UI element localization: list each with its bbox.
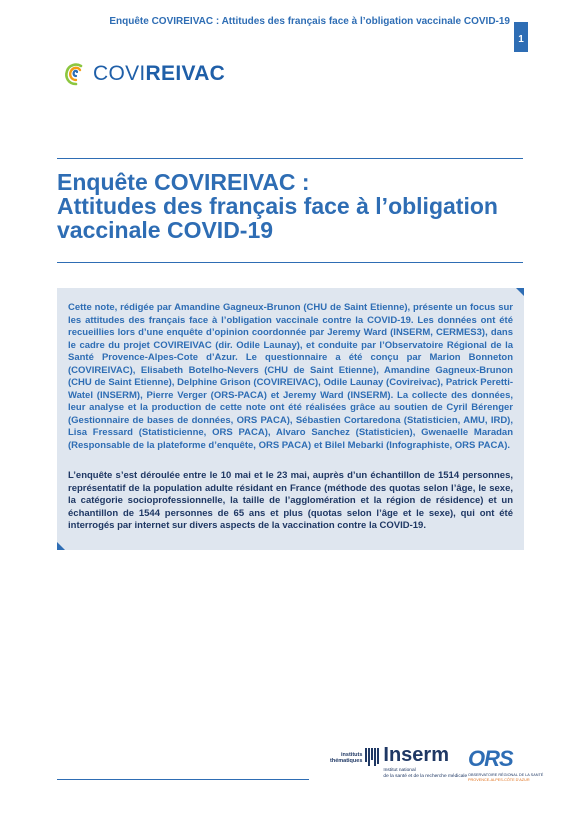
running-header: Enquête COVIREIVAC : Attitudes des français face à l’obligation vaccinale COVID-19 <box>109 16 510 27</box>
methodology-paragraph: L’enquête s’est déroulée entre le 10 mai et le 23 mai, auprès d’un échantillon de 1514 personnes, représentatif de la population adulte résidant en France (méthode des quotas selon l’âge, le sexe, la catégorie socioprofessionnelle, la taille de l’agglomération et la région de résidence) et un échantillon de 1544 personnes de 65 ans et plus (quotas selon l’âge et le sexe), qui ont été interrogés par internet sur divers aspects de la vaccination contre la COVID-19. <box>68 470 513 531</box>
credits-paragraph: Cette note, rédigée par Amandine Gagneux-Brunon (CHU de Saint Etienne), présente un focus sur les attitudes des français face à l’obligation vaccinale contre la COVID-19. Les données ont été recueillies lors d’une enquête d’opinion coordonnée par Jeremy Ward (INSERM, CERMES3), dans le cadre du projet COVIREIVAC (dir. Odile Launay), et conduite par l’Observatoire Régional de la Santé Provence-Alpes-Cote d’Azur. Le questionnaire a été conçu par Marion Bonneton (COVIREIVAC), Elisabeth Botelho-Nevers (CHU de Saint Etienne), Amandine Gagneux-Brunon (CHU de Saint Etienne), Delphine Grison (COVIREIVAC), Odile Launay (Covireivac), Patrick Peretti-Watel (INSERM), Pierre Verger (ORS-PACA) et Jeremy Ward (INSERM). La collecte des données, leur analyse et la production de cette note ont été réalisées grâce au soutien de Cyril Bérenger (Gestionnaire de bases de données, ORS PACA), Sébastien Cortaredona (Statisticien, AMU, IRD), Lisa Fressard (Statisticienne, ORS PACA), Alvaro Sanchez (Statisticien), Gwenaelle Maradan (Responsable de la plateforme d’enquête, ORS PACA) et Bilel Mebarki (Infographiste, ORS PACA). <box>68 302 513 451</box>
inserm-label-line-2: thématiques <box>330 758 363 764</box>
title-bottom-rule <box>57 262 523 263</box>
inserm-institutes-label <box>330 752 362 764</box>
title-line-1: Enquête COVIREIVAC : <box>57 169 310 195</box>
covireivac-logo <box>60 58 225 90</box>
page-number: 1 <box>514 22 528 52</box>
logo-text-bold: REIVAC <box>145 62 226 85</box>
inserm-sub-line-1: Institut national <box>383 768 416 773</box>
inserm-wordmark: Inserm <box>383 744 449 766</box>
inserm-label-line-1: instituts <box>341 752 363 758</box>
corner-triangle-icon <box>57 542 65 550</box>
logo-text-light: COVI <box>93 62 146 85</box>
inserm-subtitle <box>383 768 467 779</box>
title-line-2: Attitudes des français face à l’obligation <box>57 193 498 219</box>
ors-subtitle-1: OBSERVATOIRE RÉGIONAL DE LA SANTÉ <box>468 773 544 777</box>
logo-wordmark <box>93 62 225 86</box>
title-top-rule <box>57 158 523 159</box>
inserm-logo <box>330 744 467 779</box>
ors-logo <box>468 746 544 783</box>
swirl-logo-icon <box>60 58 92 90</box>
page-title <box>57 170 527 242</box>
title-line-3: vaccinale COVID-19 <box>57 217 274 243</box>
summary-box <box>57 288 524 550</box>
ors-wordmark: ORS <box>468 746 513 771</box>
inserm-bars-icon <box>365 748 379 766</box>
ors-subtitle-2: PROVENCE-ALPES-CÔTE D’AZUR <box>468 778 530 782</box>
inserm-sub-line-2: de la santé et de la recherche médicale <box>383 773 468 779</box>
corner-triangle-icon <box>516 288 524 296</box>
footer-rule <box>57 779 309 780</box>
